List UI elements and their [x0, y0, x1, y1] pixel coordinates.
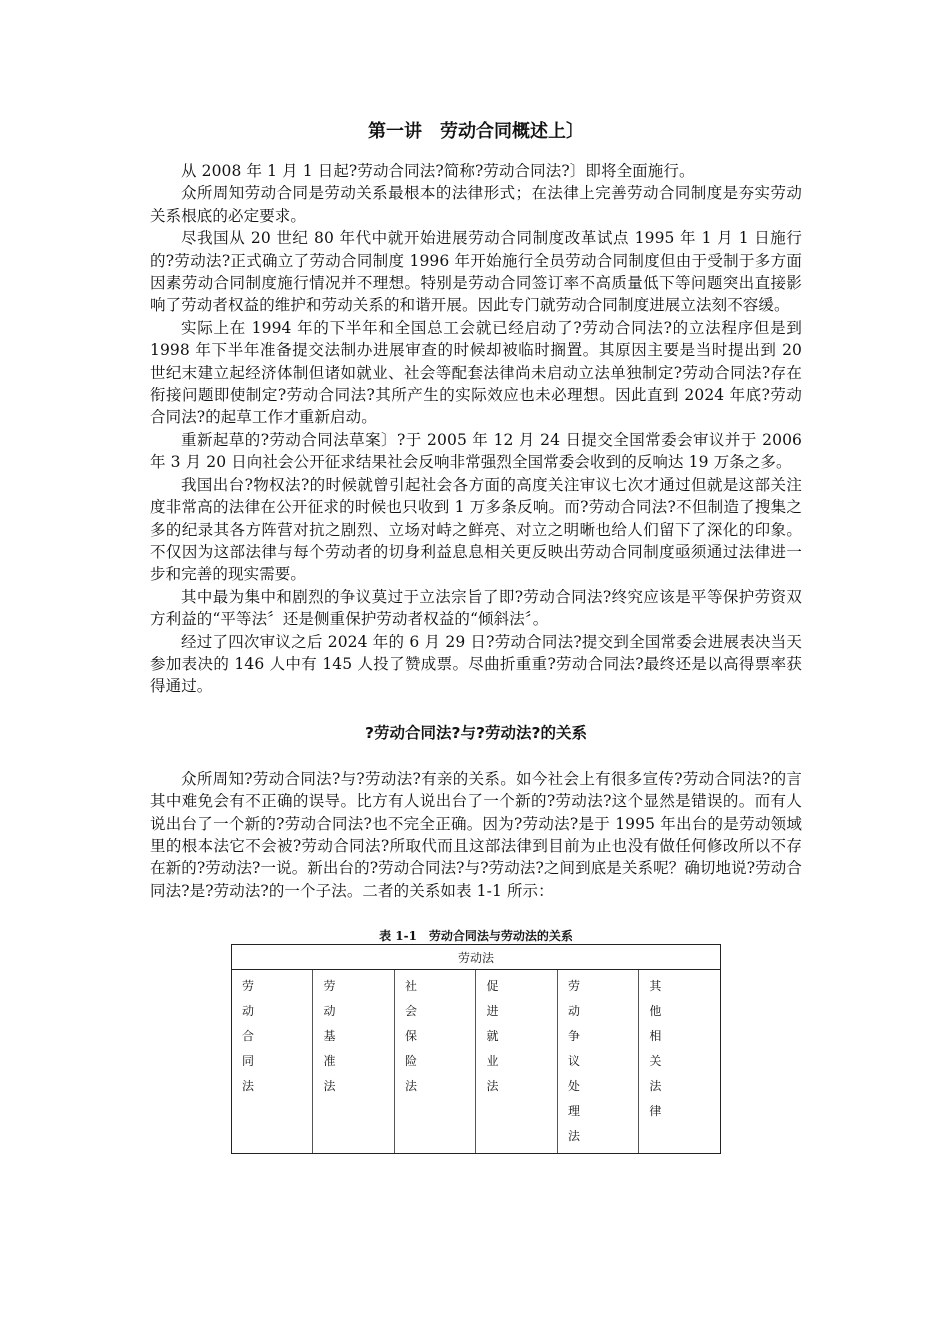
- char: 合: [242, 1029, 255, 1044]
- char: 业: [486, 1054, 499, 1069]
- char: 争: [567, 1029, 580, 1044]
- page-title: 第一讲 劳动合同概述上〕: [368, 121, 584, 142]
- vertical-text: [649, 974, 720, 1124]
- char: 他: [649, 1004, 662, 1019]
- paragraph: 重新起草的?劳动合同法草案〕?于 2005 年 12 月 24 日提交全国常委会审议并于 2006 年 3 月 20 日向社会公开征求结果社会反响非常强烈全国常委会收到的反响达 19 万条之多。: [150, 430, 802, 472]
- char: 法: [323, 1079, 336, 1094]
- table-caption-number: 表 1-1: [379, 929, 417, 944]
- char: 促: [486, 979, 499, 994]
- char: 理: [567, 1104, 580, 1119]
- vertical-text: [242, 974, 312, 1099]
- char: 处: [567, 1079, 580, 1094]
- vertical-text: [405, 974, 475, 1099]
- table-cell-labor-dispute-law: [557, 970, 638, 1154]
- table-cell-other-laws: [639, 970, 721, 1154]
- vertical-text: [486, 974, 556, 1099]
- paragraph: 实际上在 1994 年的下半年和全国总工会就已经启动了?劳动合同法?的立法程序但是到 1998 年下半年准备提交法制办进展审查的时候却被临时搁置。其原因主要是当时提出到 20 世纪末建立起经济体制但诸如就业、社会等配套法律尚未启动立法单独制定?劳动合同法?存在衔接问题即使制定?劳动合同法?其所产生的实际效应也未必理想。因此直到 2024 年底?劳动合同法?的起草工作才重新启动。: [150, 318, 802, 427]
- section-title: ?劳动合同法?与?劳动法?的关系: [365, 723, 587, 742]
- char: 法: [404, 1079, 417, 1094]
- char: 劳: [242, 979, 255, 994]
- intro-paragraphs: [150, 160, 802, 698]
- char: 进: [486, 1004, 499, 1019]
- law-relationship-table: [231, 944, 721, 1154]
- char: 相: [649, 1029, 662, 1044]
- vertical-text: [568, 974, 638, 1149]
- paragraph: 经过了四次审议之后 2024 年的 6 月 29 日?劳动合同法?提交到全国常委会进展表决当天参加表决的 146 人中有 145 人投了赞成票。尽曲折重重?劳动合同法?最终还是以高得票率获得通过。: [150, 632, 802, 696]
- table-header: 劳动法: [232, 945, 721, 970]
- char: 会: [404, 1004, 417, 1019]
- paragraph: 从 2008 年 1 月 1 日起?劳动合同法?简称?劳动合同法?〕即将全面施行。: [181, 162, 695, 180]
- char: 准: [323, 1054, 336, 1069]
- document-page: [150, 118, 802, 1154]
- paragraph: 众所周知劳动合同是劳动关系最根本的法律形式；在法律上完善劳动合同制度是夯实劳动关系根底的必定要求。: [150, 184, 802, 225]
- paragraph: 尽我国从 20 世纪 80 年代中就开始进展劳动合同制度改革试点 1995 年 1 月 1 日施行的?劳动法?正式确立了劳动合同制度 1996 年开始施行全员劳动合同制度但由于受制于多方面因素劳动合同制度施行情况并不理想。特别是劳动合同签订率不高质量低下等问题突出直接影响了劳动者权益的维护和劳动关系的和谐开展。因此专门就劳动合同制度进展立法刻不容缓。: [150, 229, 802, 315]
- vertical-text: [323, 974, 393, 1099]
- table-row: [232, 970, 721, 1154]
- char: 其: [649, 979, 662, 994]
- char: 法: [567, 1129, 580, 1144]
- char: 劳: [567, 979, 580, 994]
- table-cell-labor-standards-law: [313, 970, 394, 1154]
- table-caption-text: 劳动合同法与劳动法的关系: [428, 929, 573, 944]
- table-caption: [150, 928, 802, 944]
- char: 动: [323, 1004, 336, 1019]
- char: 动: [567, 1004, 580, 1019]
- table-cell-labor-contract-law: [232, 970, 313, 1154]
- table-cell-social-insurance-law: [394, 970, 475, 1154]
- char: 基: [323, 1029, 336, 1044]
- table-cell-employment-promotion-law: [476, 970, 557, 1154]
- section-paragraph: 众所周知?劳动合同法?与?劳动法?有亲的关系。如今社会上有很多宣传?劳动合同法?的言其中难免会有不正确的误导。比方有人说出台了一个新的?劳动法?这个显然是错误的。而有人说出台了一个新的?劳动合同法?也不完全正确。因为?劳动法?是于 1995 年出台的是劳动领域里的根本法它不会被?劳动合同法?所取代而且这部法律到目前为止也没有做任何修改所以不存在新的?劳动法?一说。新出台的?劳动合同法?与?劳动法?之间到底是关系呢？确切地说?劳动合同法?是?劳动法?的一个子法。二者的关系如表 1-1 所示：: [150, 769, 802, 900]
- char: 律: [649, 1104, 662, 1119]
- char: 险: [404, 1054, 417, 1069]
- char: 社: [404, 979, 417, 994]
- char: 保: [404, 1029, 417, 1044]
- char: 法: [242, 1079, 255, 1094]
- paragraph: 我国出台?物权法?的时候就曾引起社会各方面的高度关注审议七次才通过但就是这部关注度非常高的法律在公开征求的时候也只收到 1 万多条反响。而?劳动合同法?不但制造了搜集之多的纪录其各方阵营对抗之剧烈、立场对峙之鲜亮、对立之明晰也给人们留下了深化的印象。不仅因为这部法律与每个劳动者的切身利益息息相关更反映出劳动合同制度亟须通过法律进一步和完善的现实需要。: [150, 475, 802, 584]
- char: 关: [649, 1054, 662, 1069]
- char: 议: [567, 1054, 580, 1069]
- char: 同: [242, 1054, 255, 1069]
- paragraph: 其中最为集中和剧烈的争议莫过于立法宗旨了即?劳动合同法?终究应该是平等保护劳资双方利益的“平等法〞还是侧重保护劳动者权益的“倾斜法〞。: [150, 587, 802, 629]
- char: 劳: [323, 979, 336, 994]
- char: 法: [649, 1079, 662, 1094]
- char: 动: [242, 1004, 255, 1019]
- char: 法: [486, 1079, 499, 1094]
- char: 就: [486, 1029, 499, 1044]
